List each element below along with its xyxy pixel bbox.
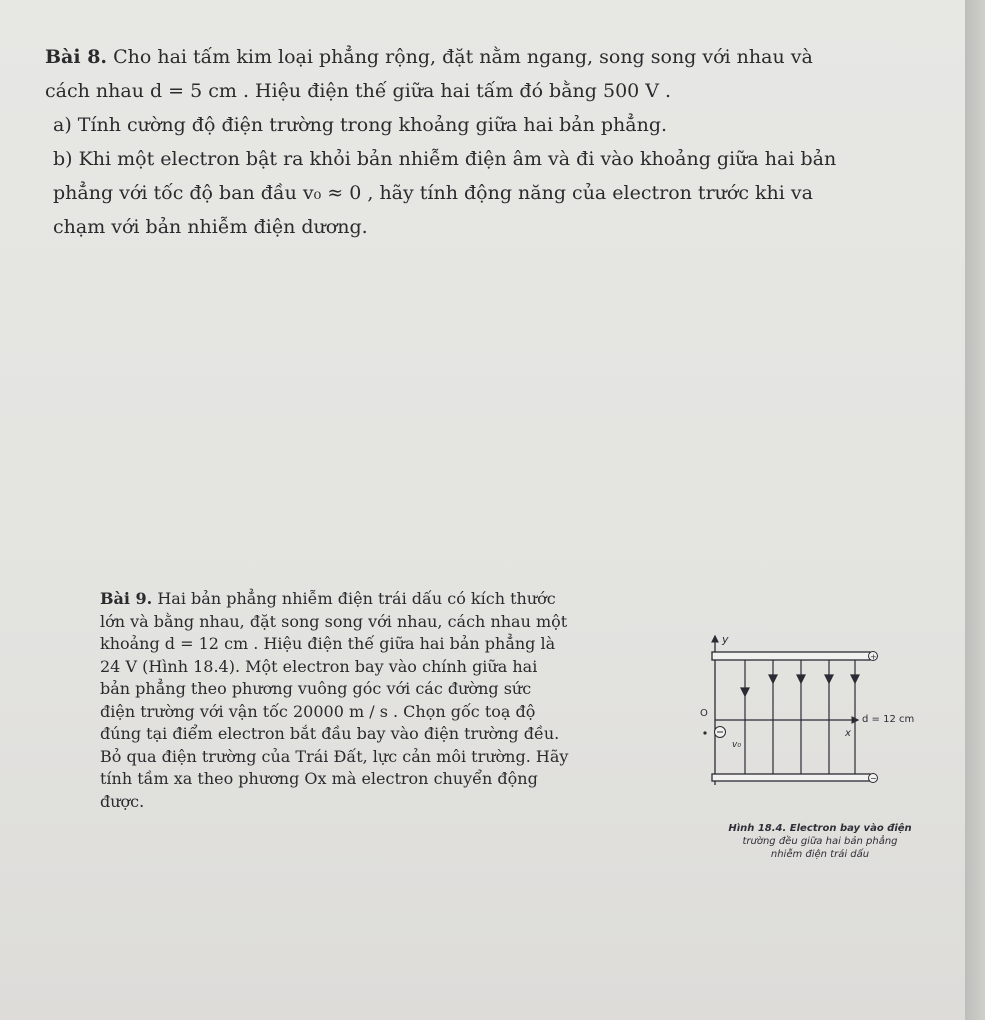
exercise-9-line-1: Bài 9. Hai bản phẳng nhiễm điện trái dấu có kích thước xyxy=(100,589,556,608)
exercise-9-line-4: 24 V (Hình 18.4). Một electron bay vào chính giữa hai xyxy=(100,656,538,676)
origin-label: O xyxy=(700,708,708,719)
negative-plate xyxy=(712,774,870,781)
positive-sign: + xyxy=(870,652,877,662)
exercise-9-line-3: khoảng d = 12 cm . Hiệu điện thế giữa hai bản phẳng là xyxy=(100,634,556,653)
y-axis-label: y xyxy=(722,633,729,646)
exercise-9-line-9: tính tầm xa theo phương Ox mà electron chuyển động xyxy=(100,769,538,788)
exercise-8 xyxy=(45,40,945,244)
exercise-9 xyxy=(100,588,690,813)
velocity-label: v₀ xyxy=(732,740,741,750)
electron-dot xyxy=(703,731,706,734)
x-axis-label: x xyxy=(845,728,851,739)
exercise-8-line-2: cách nhau d = 5 cm . Hiệu điện thế giữa hai tấm đó bằng 500 V . xyxy=(45,80,672,102)
caption-line-3: nhiễm điện trái dấu xyxy=(770,849,870,860)
page-edge xyxy=(965,0,985,1020)
exercise-8-part-b: b) Khi một electron bật ra khỏi bản nhiễm điện âm và đi vào khoảng giữa hai bản xyxy=(53,148,837,170)
exercise-8-line-1: Bài 8. Cho hai tấm kim loại phẳng rộng, đặt nằm ngang, song song với nhau và xyxy=(45,46,813,68)
exercise-9-line-10: được. xyxy=(100,791,145,811)
exercise-9-line-2: lớn và bằng nhau, đặt song song với nhau, cách nhau một xyxy=(100,611,568,631)
figure-caption xyxy=(690,822,950,861)
exercise-8-line-6: chạm với bản nhiễm điện dương. xyxy=(53,216,368,238)
figure-18-4 xyxy=(690,630,940,820)
exercise-9-line-6: điện trường với vận tốc 20000 m / s . Chọn gốc toạ độ xyxy=(100,701,536,721)
negative-sign: − xyxy=(870,774,877,783)
exercise-9-line-5: bản phẳng theo phương vuông góc với các đường sức xyxy=(100,679,532,698)
exercise-8-part-a: a) Tính cường độ điện trường trong khoảng giữa hai bản phẳng. xyxy=(53,114,668,136)
caption-line-2: trường đều giữa hai bản phẳng xyxy=(742,836,898,847)
positive-plate xyxy=(712,652,870,660)
exercise-9-line-7: đúng tại điểm electron bắt đầu bay vào điện trường đều. xyxy=(100,724,560,743)
exercise-8-line-5: phẳng với tốc độ ban đầu v₀ ≈ 0 , hãy tính động năng của electron trước khi va xyxy=(53,182,813,204)
caption-line-1: Hình 18.4. Electron bay vào điện xyxy=(728,823,912,834)
exercise-8-heading: Bài 8. xyxy=(45,46,108,68)
distance-label: d = 12 cm xyxy=(862,714,915,725)
field-lines xyxy=(741,660,859,774)
exercise-9-heading: Bài 9. xyxy=(100,589,153,608)
exercise-9-line-8: Bỏ qua điện trường của Trái Đất, lực cản môi trường. Hãy xyxy=(100,746,569,766)
